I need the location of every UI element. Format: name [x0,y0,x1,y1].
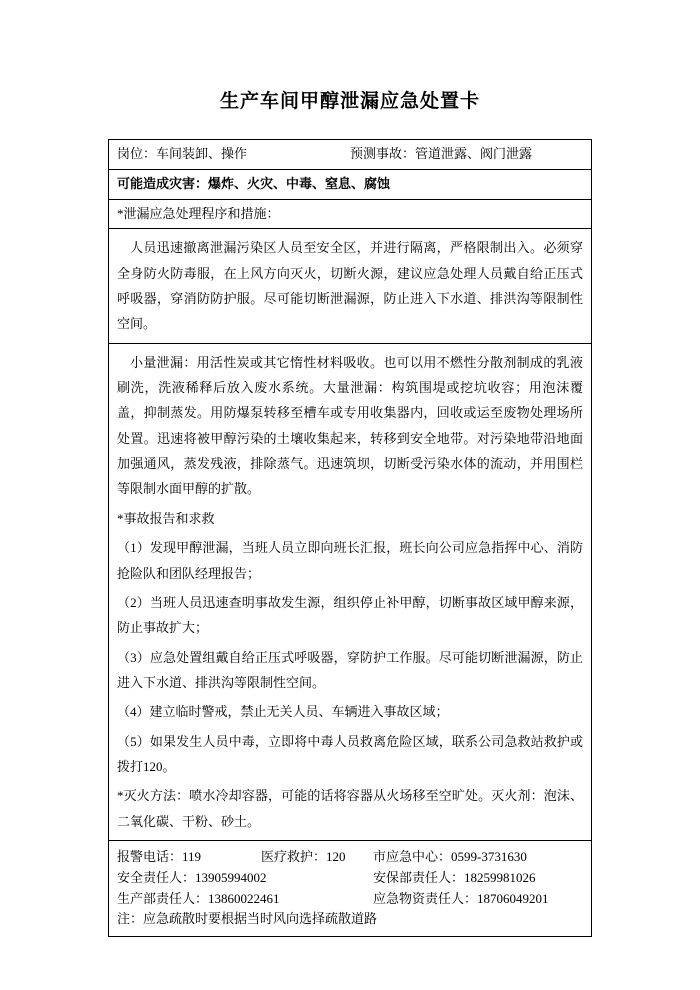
predicted-accident-label: 预测事故：管道泄露、阀门泄露 [350,146,533,161]
report-item-3: （3）应急处置组戴自给正压式呼吸器，穿防护工作服。尽可能切断泄漏源，防止进入下水道、排洪沟等限制性空间。 [117,649,583,690]
alarm-phone: 报警电话：119 [117,848,202,864]
hazards-label: 可能造成灾害：爆炸、火灾、中毒、窒息、腐蚀 [117,175,391,191]
contact-note [117,909,583,930]
report-item-1: （1）发现甲醇泄漏，当班人员立即向班长汇报，班长向公司应急指挥中心、消防抢险队和团队经理报告； [117,540,583,581]
row-leak-and-report [109,344,591,841]
emergency-supplies-officer: 应急物资责任人：18706049201 [373,890,549,906]
production-dept-officer: 生产部责任人：13860022461 [117,890,280,906]
safety-officer: 安全责任人：13905994002 [117,869,267,885]
contact-line-3 [117,889,583,910]
row-hazards [109,170,591,200]
report-heading: *事故报告和求救 [117,510,215,526]
emergency-response-card [108,139,592,937]
city-emergency-center: 市应急中心：0599-3731630 [373,848,527,864]
row-post-accident [109,140,591,170]
leak-paragraph: 小量泄漏：用活性炭或其它惰性材料吸收。也可以用不燃性分散剂制成的乳液刷洗，洗液稀释后放入废水系统。大量泄漏：构筑围堤或挖坑收容；用泡沫覆盖，抑制蒸发。用防爆泵转移至槽车或专用收集器内，回收或运至废物处理场所处置。迅速将被甲醇污染的土壤收集起来，转移到安全地带。对污染地带沿地面加强通风，蒸发残液，排除蒸气。迅速筑坝，切断受污染水体的流动，并用围栏等限制水面甲醇的扩散。 [117,354,583,497]
report-item-2: （2）当班人员迅速查明事故发生源，组织停止补甲醇，切断事故区域甲醇来源，防止事故扩大； [117,594,583,636]
fire-method-paragraph: *灭火方法：喷水冷却容器，可能的话将容器从火场移至空旷处。灭火剂：泡沫、二氧化碳、干粉、砂土。 [117,788,583,829]
row-contacts [109,841,591,936]
medical-rescue: 医疗救护：120 [261,848,346,864]
evacuation-note: 注：应急疏散时要根据当时风向选择疏散道路 [117,911,378,927]
contact-line-2 [117,868,583,889]
procedure-heading: *泄漏应急处理程序和措施： [117,205,280,221]
evacuation-paragraph: 人员迅速撤离泄漏污染区人员至安全区，并进行隔离，严格限制出入。必须穿全身防火防毒服，在上风方向灭火，切断火源，建议应急处理人员戴自给正压式呼吸器，穿消防防护服。尽可能切断泄漏源，防止进入下水道、排洪沟等限制性空间。 [117,240,583,332]
page-title: 生产车间甲醇泄漏应急处置卡 [219,91,480,112]
row-evacuation [109,229,591,343]
post-label: 岗位：车间装卸、操作 [117,146,248,161]
report-item-4: （4）建立临时警戒，禁止无关人员、车辆进入事故区域； [117,704,449,720]
row-procedure-heading [109,200,591,230]
security-dept-officer: 安保部责任人：18259981026 [373,869,536,885]
report-item-5: （5）如果发生人员中毒，立即将中毒人员救离危险区域，联系公司急救站救护或拨打120。 [117,733,583,774]
contact-line-1 [117,847,583,868]
